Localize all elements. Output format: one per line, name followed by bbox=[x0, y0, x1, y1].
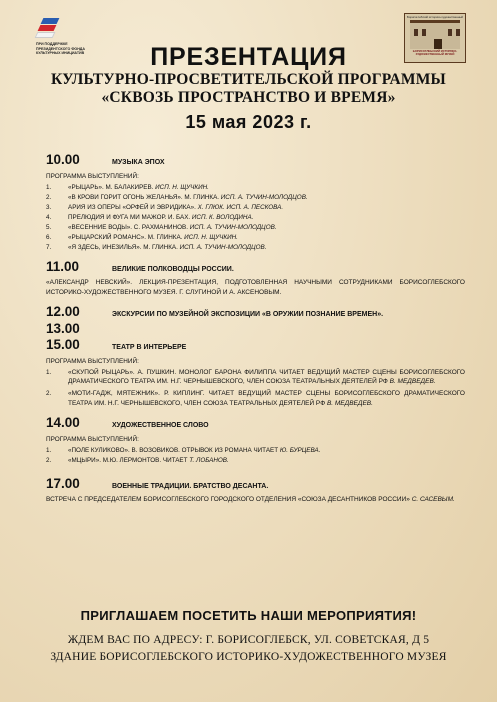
section-text: ВСТРЕЧА С ПРЕДСЕДАТЕЛЕМ БОРИСОГЛЕБСКОГО ГОРОДСКОГО ОТДЕЛЕНИЯ «СОЮЗА ДЕСАНТНИКОВ РОССИИ» С. САСЕВЫМ. bbox=[46, 495, 455, 503]
section-time: 14.00 bbox=[46, 414, 80, 430]
section-music bbox=[46, 152, 465, 253]
event-date: 15 мая 2023 г. bbox=[185, 112, 312, 132]
address-line-2: ЗДАНИЕ БОРИСОГЛЕБСКОГО ИСТОРИКО-ХУДОЖЕСТВЕННОГО МУЗЕЯ bbox=[50, 651, 447, 663]
subtitle-line-1: КУЛЬТУРНО-ПРОСВЕТИТЕЛЬСКОЙ ПРОГРАММЫ bbox=[51, 71, 446, 88]
list-item: 1. «СКУПОЙ РЫЦАРЬ». А. ПУШКИН. МОНОЛОГ БАРОНА ФИЛИППА ЧИТАЕТ ВЕДУЩИЙ МАСТЕР СЦЕНЫ БОРИСОГЛЕБСКОГО ДРАМАТИЧЕСКОГО ТЕАТРА ИМ. Н.Г. ЧЕРНЫШЕВСКОГО, ЧЛЕН СОЮЗА ТЕАТРАЛЬНЫХ ДЕЯТЕЛЕЙ РФ В. МЕДВЕДЕВ. bbox=[46, 368, 465, 386]
list-item: 1. «ПОЛЕ КУЛИКОВО». В. ВОЗОВИКОВ. ОТРЫВОК ИЗ РОМАНА ЧИТАЕТ Ю. БУРЦЕВА. bbox=[46, 446, 321, 454]
section-title: ВОЕННЫЕ ТРАДИЦИИ. БРАТСТВО ДЕСАНТА. bbox=[112, 482, 269, 490]
header bbox=[0, 44, 497, 134]
section-excursions bbox=[46, 304, 465, 319]
list-item: 7. «Я ЗДЕСЬ, ИНЕЗИЛЬЯ». М. ГЛИНКА. ИСП. А. ТУЧИН-МОЛОДЦОВ. bbox=[46, 244, 267, 251]
section-time: 11.00 bbox=[46, 259, 80, 274]
performance-list bbox=[46, 368, 465, 409]
list-item: 5. «ВЕСЕННИЕ ВОДЫ». С. РАХМАНИНОВ. ИСП. А. ТУЧИН-МОЛОДЦОВ. bbox=[46, 224, 277, 231]
section-title: МУЗЫКА ЭПОХ bbox=[112, 159, 165, 166]
list-item: 2. «МЦЫРИ». М.Ю. ЛЕРМОНТОВ. ЧИТАЕТ Т. ЛОБАНОВ. bbox=[46, 456, 229, 464]
section-time: 10.00 bbox=[46, 152, 80, 167]
performance-list bbox=[46, 183, 465, 253]
section-time: 15.00 bbox=[46, 336, 80, 352]
subtitle-line-2: «СКВОЗЬ ПРОСТРАНСТВО И ВРЕМЯ» bbox=[101, 89, 396, 106]
section-text: «АЛЕКСАНДР НЕВСКИЙ». ЛЕКЦИЯ-ПРЕЗЕНТАЦИЯ, ПОДГОТОВЛЕННАЯ НАУЧНЫМИ СОТРУДНИКАМИ БОРИСОГЛЕБСКОГО ИСТОРИКО-ХУДОЖЕСТВЕННОГО МУЗЕЯ. Г. СЛУГИНОЙ И А. АКСЕНОВЫМ. bbox=[46, 279, 465, 296]
section-title: ЭКСКУРСИИ ПО МУЗЕЙНОЙ ЭКСПОЗИЦИИ «В ОРУЖИИ ПОЗНАНИЕ ВРЕМЕН». bbox=[112, 310, 384, 318]
section-title: ХУДОЖЕСТВЕННОЕ СЛОВО bbox=[112, 421, 209, 429]
museum-logo-bottom-text: БОРИСОГЛЕБСКИЙ ИСТОРИКО-ХУДОЖЕСТВЕННЫЙ МУЗЕЙ bbox=[412, 49, 458, 57]
performance-list bbox=[46, 446, 465, 466]
program-label: ПРОГРАММА ВЫСТУПЛЕНИЙ: bbox=[46, 173, 139, 180]
address bbox=[0, 632, 497, 666]
section-theatre bbox=[46, 337, 465, 409]
address-line-1: ЖДЕМ ВАС ПО АДРЕСУ: Г. БОРИСОГЛЕБСК, УЛ. СОВЕТСКАЯ, Д 5 bbox=[67, 634, 430, 646]
flag-icon bbox=[36, 14, 66, 40]
list-item: 2. «МОТИ-ГАДЖ, МЯТЕЖНИК». Р. КИПЛИНГ. ЧИТАЕТ ВЕДУЩИЙ МАСТЕР СЦЕНЫ БОРИСОГЛЕБСКОГО ДРАМАТИЧЕСКОГО ТЕАТРА ИМ. Н.Г. ЧЕРНЫШЕВСКОГО, ЧЛЕН СОЮЗА ТЕАТРАЛЬНЫХ ДЕЯТЕЛЕЙ РФ В. МЕДВЕДЕВ. bbox=[46, 390, 465, 407]
program bbox=[46, 152, 465, 505]
section-time: 12.00 bbox=[46, 303, 80, 319]
program-label: ПРОГРАММА ВЫСТУПЛЕНИЙ: bbox=[46, 357, 139, 365]
invitation: ПРИГЛАШАЕМ ПОСЕТИТЬ НАШИ МЕРОПРИЯТИЯ! bbox=[80, 608, 417, 623]
list-item: 4. ПРЕЛЮДИЯ И ФУГА МИ МАЖОР. И. БАХ. ИСП. К. ВОЛОДИНА. bbox=[46, 214, 254, 221]
list-item: 1. «РЫЦАРЬ». М. БАЛАКИРЕВ. ИСП. Н. ЩУЧКИН. bbox=[46, 184, 209, 191]
list-item: 2. «В КРОВИ ГОРИТ ОГОНЬ ЖЕЛАНЬЯ». М. ГЛИНКА. ИСП. А. ТУЧИН-МОЛОДЦОВ. bbox=[46, 194, 308, 201]
section-time: 13.00 bbox=[46, 320, 80, 336]
page-title: ПРЕЗЕНТАЦИЯ bbox=[150, 43, 347, 71]
logo-caption: ПРИ ПОДДЕРЖКЕ ПРЕЗИДЕНТСКОГО ФОНДА КУЛЬТУРНЫХ ИНИЦИАТИВ bbox=[36, 42, 85, 56]
museum-logo-top-text: Борисоглебский историко-художественный bbox=[407, 15, 463, 19]
section-title: ВЕЛИКИЕ ПОЛКОВОДЦЫ РОССИИ. bbox=[112, 266, 234, 273]
section-military bbox=[46, 476, 465, 505]
section-time: 17.00 bbox=[46, 475, 80, 491]
section-commanders bbox=[46, 259, 465, 298]
program-label: ПРОГРАММА ВЫСТУПЛЕНИЙ: bbox=[46, 435, 139, 443]
section-artistic-word bbox=[46, 415, 465, 466]
section-1300 bbox=[46, 321, 465, 336]
list-item: 3. АРИЯ ИЗ ОПЕРЫ «ОРФЕЙ И ЭВРИДИКА». Х. ГЛЮК. ИСП. А. ПЕСКОВА. bbox=[46, 204, 284, 211]
list-item: 6. «РЫЦАРСКИЙ РОМАНС». М. ГЛИНКА. ИСП. Н. ЩУЧКИН. bbox=[46, 234, 238, 241]
section-title: ТЕАТР В ИНТЕРЬЕРЕ bbox=[112, 343, 187, 351]
